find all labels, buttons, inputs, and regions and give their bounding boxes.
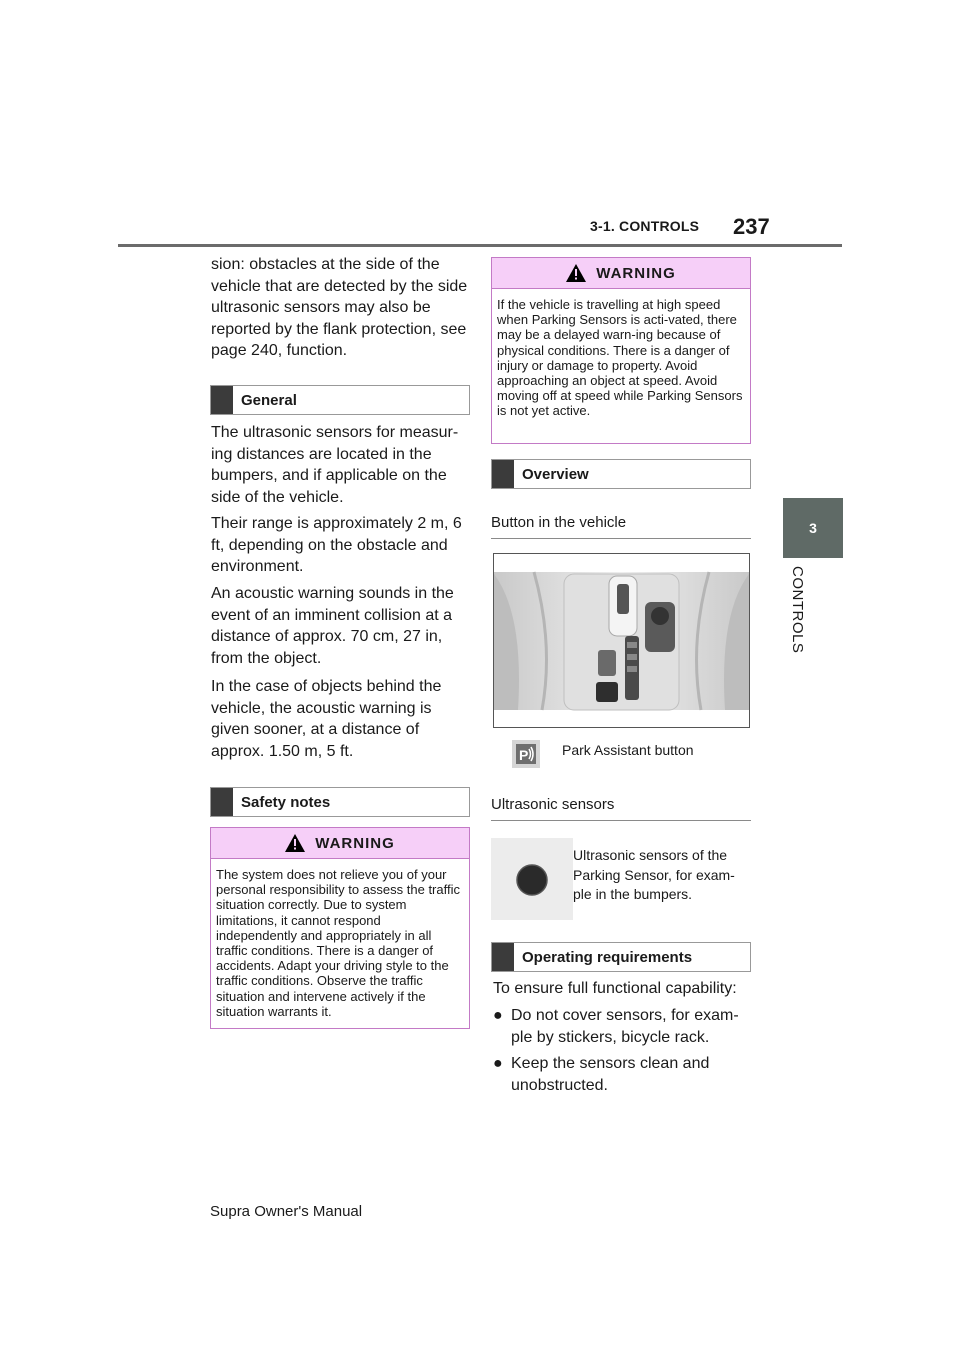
chapter-tab: 3 [783, 498, 843, 558]
list-item [493, 1005, 749, 1049]
warning-header [211, 828, 469, 859]
section-marker [211, 788, 233, 816]
center-console-illustration [494, 554, 749, 727]
general-paragraph: An acoustic warning sounds in the event of an imminent collision at a distance of approx. 70 cm, 27 in, from the object. [211, 585, 454, 667]
center-console-figure [493, 553, 750, 728]
bullet-icon: ● [493, 1007, 503, 1024]
warning-header [492, 258, 750, 289]
bullet-icon: ● [493, 1055, 503, 1072]
sensors-caption: Ultrasonic sensors of the Parking Sensor, for exam-ple in the bumpers. [573, 847, 735, 902]
chapter-label: CONTROLS [789, 566, 806, 654]
safety-section-header [210, 787, 470, 817]
section-marker [492, 460, 514, 488]
warning-triangle-icon [566, 264, 586, 282]
warning-triangle-icon [285, 834, 305, 852]
header-divider [118, 244, 842, 247]
general-title: General [241, 391, 297, 409]
warning-label: WARNING [315, 834, 395, 852]
park-assist-icon [515, 743, 537, 765]
list-item [493, 1053, 749, 1097]
ultrasonic-sensor-icon [491, 838, 573, 920]
general-paragraph: In the case of objects behind the vehicle, the acoustic warning is given sooner, at a distance of approx. 1.50 m, 5 ft. [211, 678, 442, 760]
warning-label: WARNING [596, 264, 676, 282]
operating-section-header [491, 942, 751, 972]
safety-title: Safety notes [241, 793, 331, 811]
general-paragraph: The ultrasonic sensors for measur-ing distances are located in the bumpers, and if applicable on the side of the vehicle. [211, 424, 459, 506]
operating-intro: To ensure full functional capability: [493, 980, 737, 997]
list-item-text: Keep the sensors clean and unobstructed. [511, 1055, 710, 1094]
operating-title: Operating requirements [522, 948, 693, 966]
section-title: 3-1. CONTROLS [590, 218, 700, 234]
general-section-header [210, 385, 470, 415]
park-assist-icon [512, 740, 540, 768]
intro-paragraph: sion: obstacles at the side of the vehicle that are detected by the side ultrasonic sensors may also be reported by the flank protection, see page 240, function. [211, 256, 468, 359]
warning-text: If the vehicle is travelling at high speed when Parking Sensors is acti-vated, there may be a delayed warn-ing because of physical conditions. There is a danger of injury or damage to property. Avoid approaching an object at speed. Avoid moving off at speed while Parking Sensors is not yet active. [497, 297, 743, 419]
general-paragraph: Their range is approximately 2 m, 6 ft, depending on the obstacle and environment. [211, 515, 462, 575]
sensors-heading: Ultrasonic sensors [491, 796, 751, 821]
manual-title: Supra Owner's Manual [210, 1203, 363, 1220]
section-marker [492, 943, 514, 971]
overview-section-header [491, 459, 751, 489]
ultrasonic-sensor-figure [491, 838, 573, 920]
overview-title: Overview [522, 465, 589, 483]
svg-text:P: P [519, 747, 529, 763]
warning-text: The system does not relieve you of your personal responsibility to assess the traffic situation correctly. Due to system limitations, it cannot respond independently and appropriately in all traffic conditions. There is a danger of accidents. Adapt your driving style to the traffic conditions. Observe the traffic situation and intervene actively if the situation warrants it. [216, 867, 460, 1019]
button-heading: Button in the vehicle [491, 514, 751, 539]
section-marker [211, 386, 233, 414]
park-assistant-caption: Park Assistant button [562, 742, 694, 758]
warning-box [210, 827, 470, 1029]
warning-box [491, 257, 751, 444]
page-number: 237 [733, 214, 770, 239]
list-item-text: Do not cover sensors, for exam-ple by stickers, bicycle rack. [511, 1007, 739, 1046]
